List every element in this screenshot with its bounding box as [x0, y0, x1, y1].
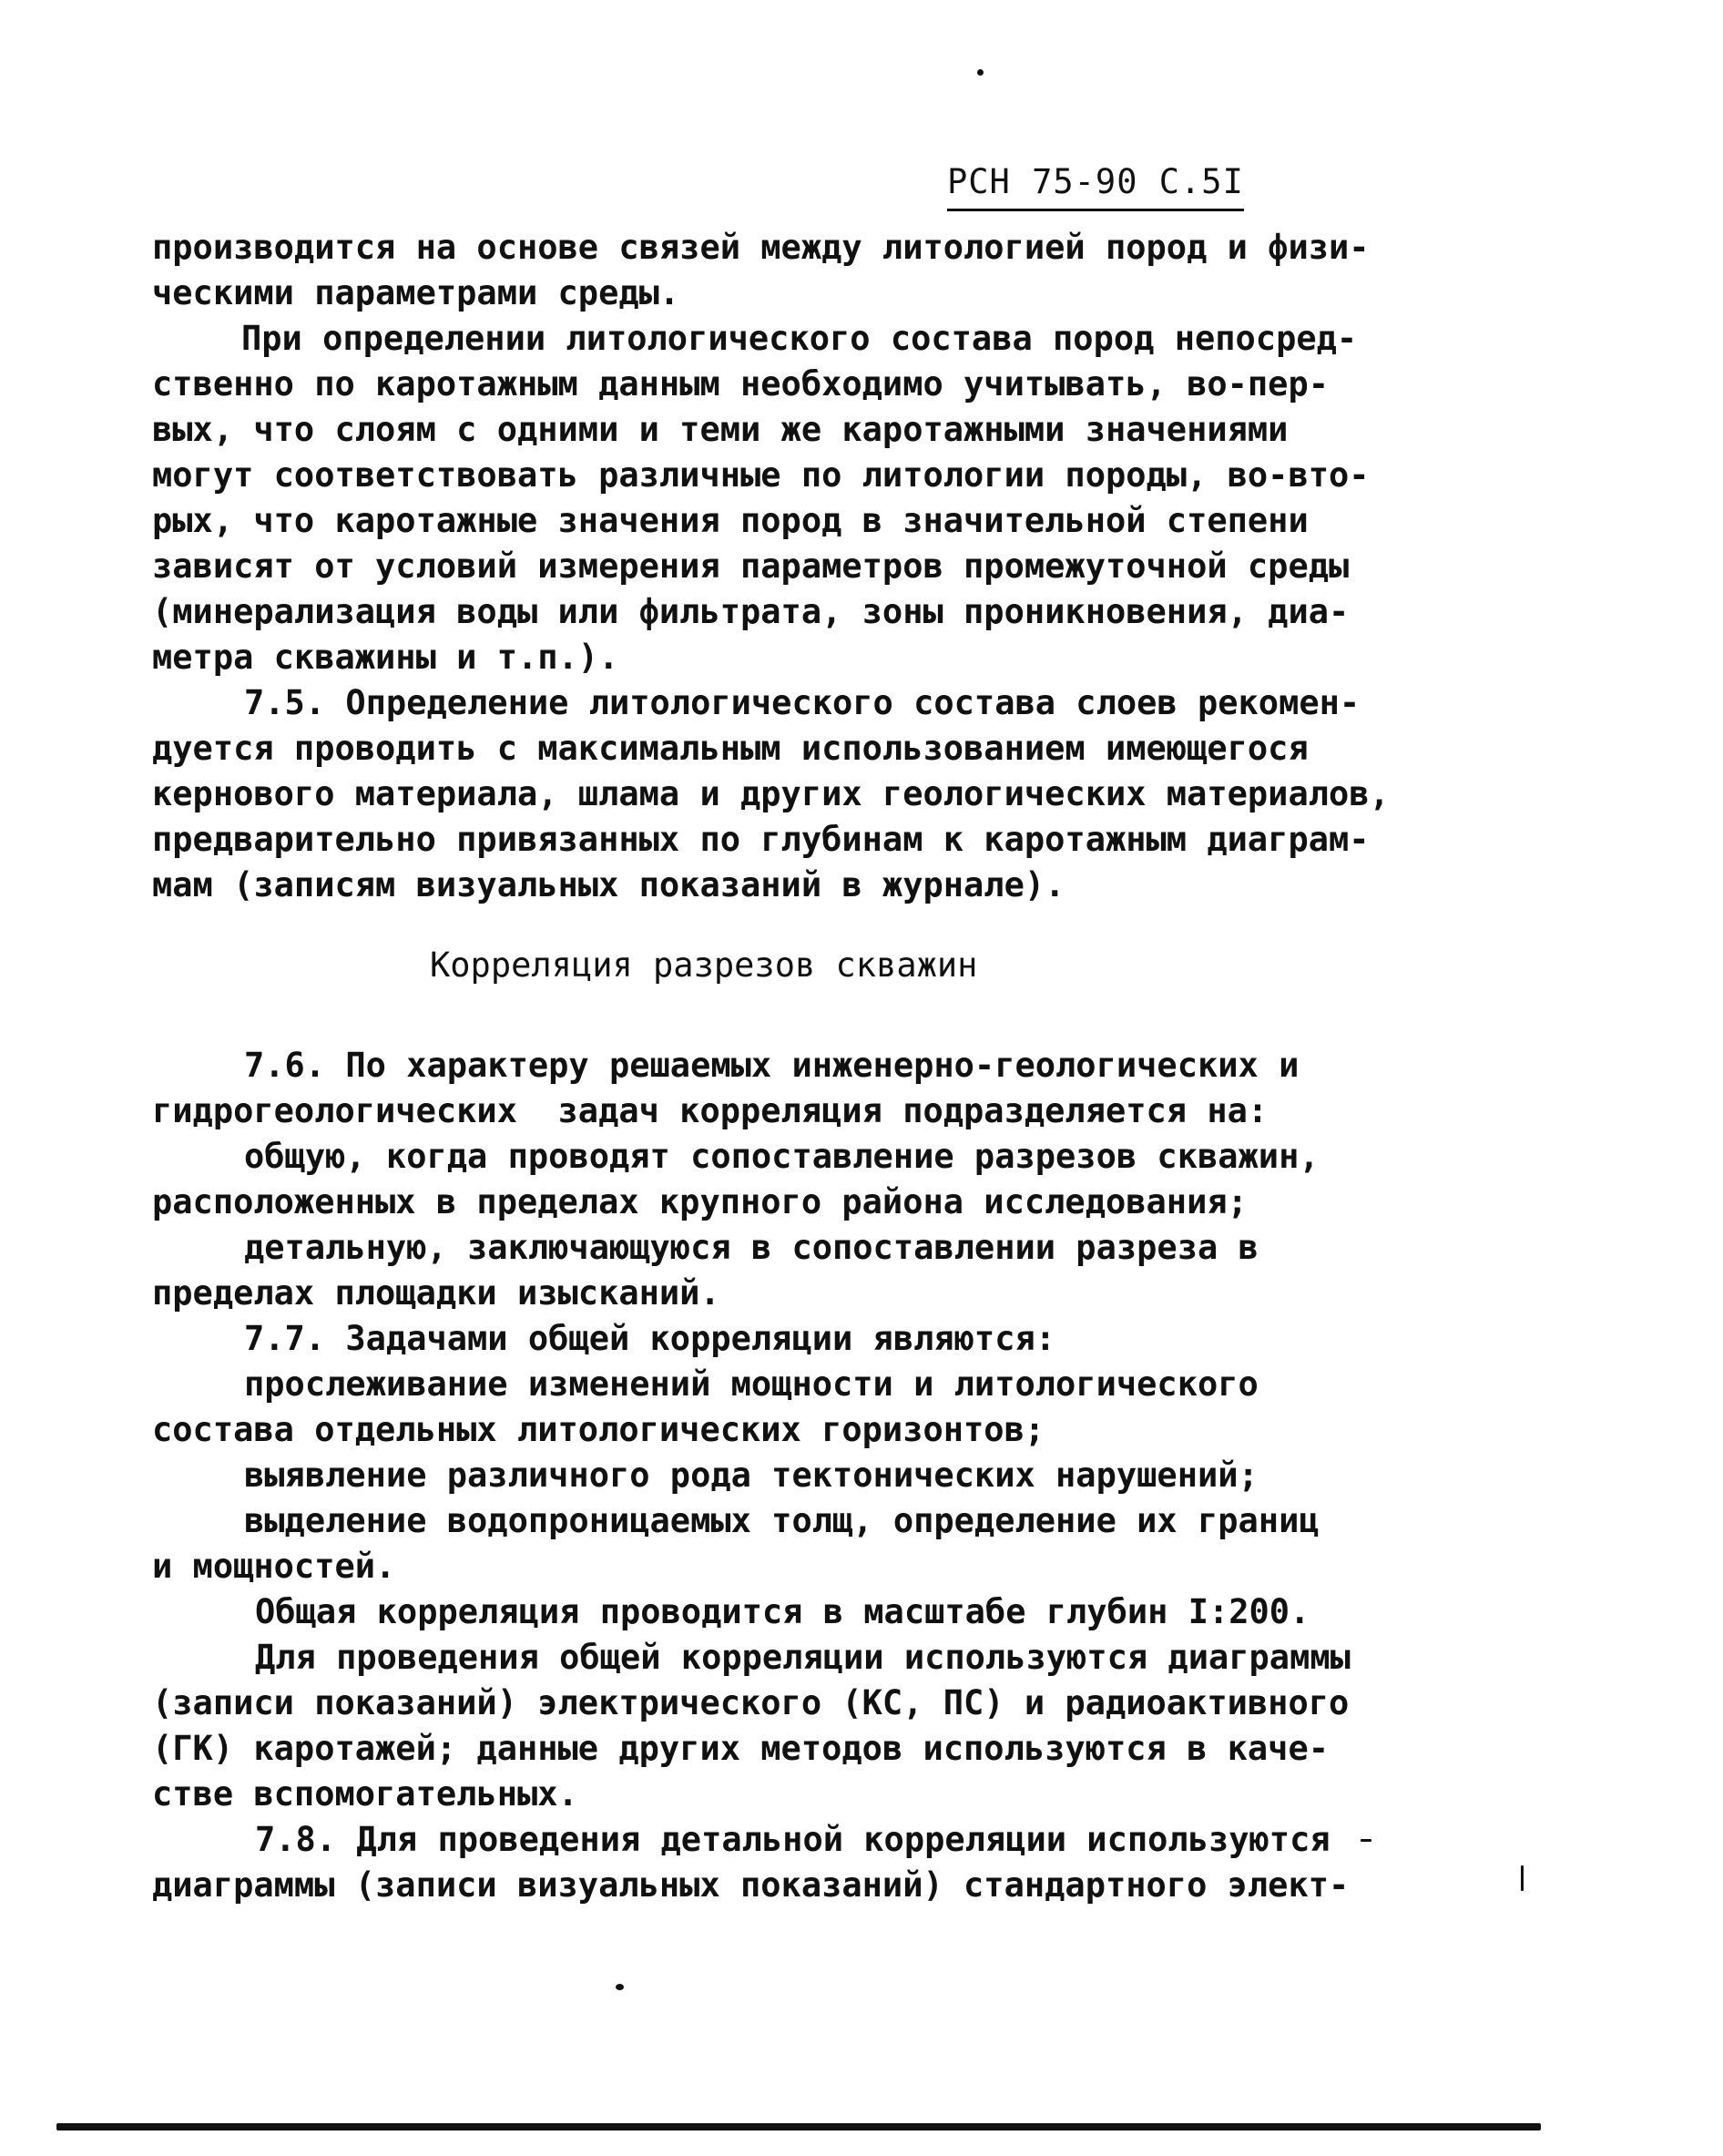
scan-speck — [977, 69, 984, 76]
text-line: предварительно привязанных по глубинам к каротажным диаграм- — [152, 820, 1370, 859]
text-line: вых, что слоям с одними и теми же каротажными значениями — [152, 410, 1289, 449]
text-line: ственно по каротажным данным необходимо учитывать, во-пер- — [152, 364, 1330, 404]
text-line: дуется проводить с максимальным использованием имеющегося — [152, 729, 1309, 768]
text-line: состава отдельных литологических горизонтов; — [152, 1410, 1045, 1449]
text-line: Общая корреляция проводится в масштабе глубин I:200. — [255, 1592, 1310, 1631]
text-line: 7.8. Для проведения детальной корреляции используются — [255, 1820, 1330, 1859]
text-line: пределах площадки изысканий. — [152, 1273, 720, 1313]
scan-speck — [1521, 1865, 1524, 1891]
scan-speck — [1361, 1839, 1371, 1842]
text-line: выявление различного рода тектонических нарушений; — [244, 1456, 1259, 1495]
text-line: мам (записям визуальных показаний в журнале). — [152, 865, 1065, 904]
text-line: При определении литологического состава пород непосред- — [241, 319, 1358, 358]
text-line: кернового материала, шлама и других геологических материалов, — [152, 774, 1390, 813]
text-line: 7.6. По характеру решаемых инженерно-геологических и — [244, 1046, 1300, 1085]
text-line: могут соответствовать различные по литологии породы, во-вто- — [152, 455, 1370, 495]
text-line: метра скважины и т.п.). — [152, 638, 619, 677]
text-line: производится на основе связей между литологией пород и физи- — [152, 228, 1370, 267]
text-line: (минерализация воды или фильтрата, зоны проникновения, диа- — [152, 592, 1350, 631]
text-line: гидрогеологических задач корреляция подразделяется на: — [152, 1091, 1269, 1130]
text-line: детальную, заключающуюся в сопоставлении разреза в — [244, 1228, 1259, 1267]
text-line: (ГК) каротажей; данные других методов используются в каче- — [152, 1729, 1330, 1768]
text-line: зависят от условий измерения параметров промежуточной среды — [152, 547, 1350, 586]
text-line: 7.5. Определение литологического состава слоев рекомен- — [244, 683, 1361, 722]
text-line: рых, что каротажные значения пород в значительной степени — [152, 501, 1309, 540]
text-line: прослеживание изменений мощности и литологического — [244, 1364, 1259, 1404]
text-line: диаграммы (записи визуальных показаний) стандартного элект- — [152, 1865, 1350, 1905]
text-line: (записи показаний) электрического (КС, ПС) и радиоактивного — [152, 1683, 1350, 1722]
text-line: стве вспомогательных. — [152, 1774, 578, 1814]
text-line: 7.7. Задачами общей корреляции являются: — [244, 1319, 1056, 1358]
text-line: и мощностей. — [152, 1547, 396, 1586]
document-reference: РСН 75-90 С.5I — [947, 162, 1244, 211]
text-line: общую, когда проводят сопоставление разрезов скважин, — [244, 1137, 1320, 1176]
bottom-rule — [56, 2123, 1541, 2130]
scan-speck — [616, 1984, 624, 1990]
text-line: расположенных в пределах крупного района исследования; — [152, 1182, 1248, 1221]
text-line: выделение водопроницаемых толщ, определение их границ — [244, 1501, 1320, 1540]
text-line: ческими параметрами среды. — [152, 273, 680, 312]
section-heading: Корреляция разрезов скважин — [430, 945, 978, 985]
text-line: Для проведения общей корреляции используются диаграммы — [255, 1638, 1351, 1677]
